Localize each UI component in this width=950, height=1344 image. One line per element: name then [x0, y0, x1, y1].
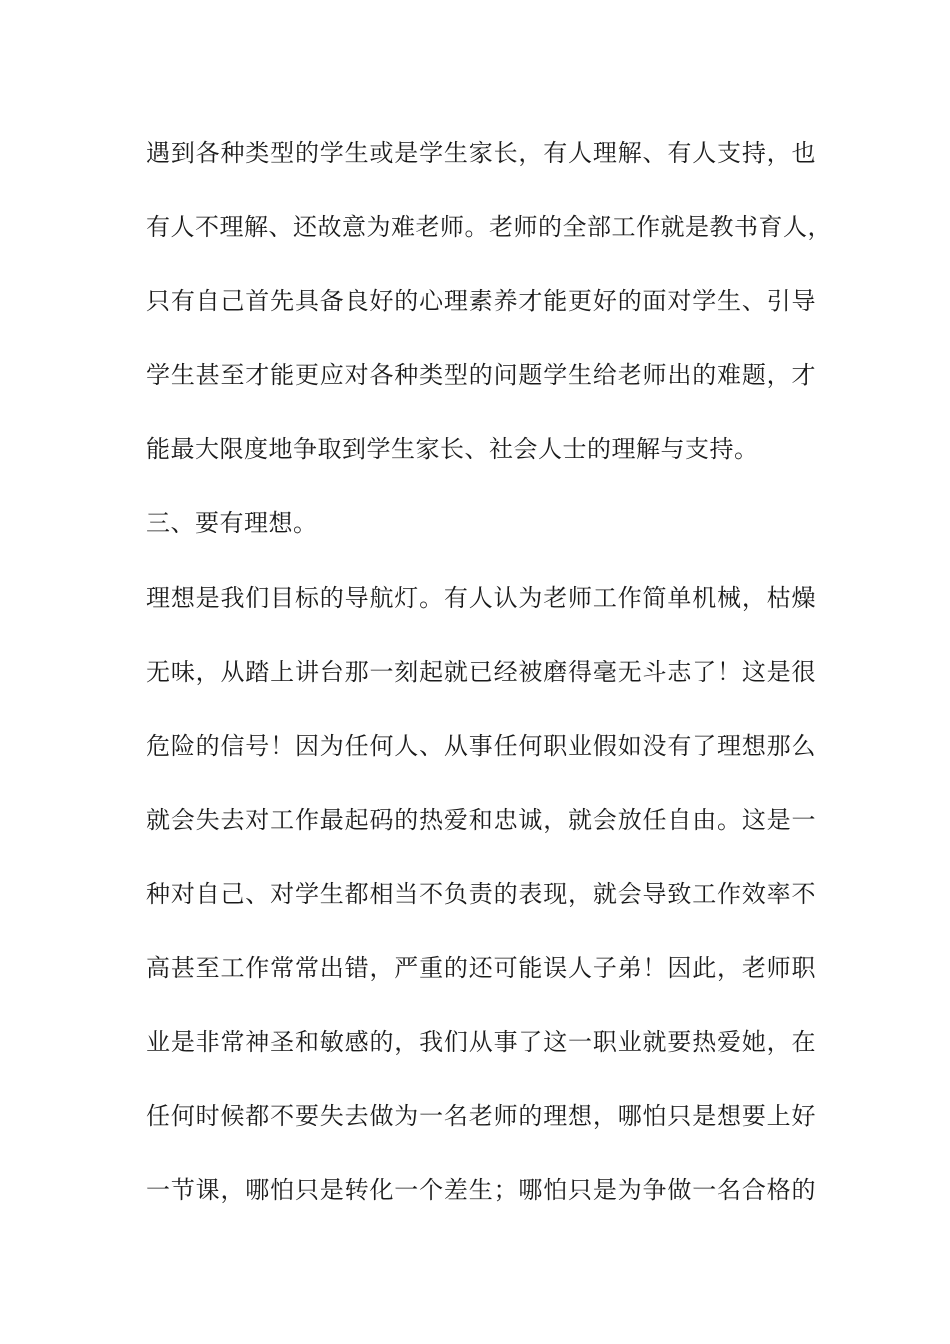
text-line-10: 就会失去对工作最起码的热爱和忠诚，就会放任自由。这是一: [146, 806, 816, 834]
section-heading: 三、要有理想。: [146, 509, 318, 537]
text-line-11: 种对自己、对学生都相当不负责的表现，就会导致工作效率不: [146, 880, 816, 908]
text-line-12: 高甚至工作常常出错，严重的还可能误人子弟！因此，老师职: [146, 954, 816, 982]
text-line-8: 无味，从踏上讲台那一刻起就已经被磨得毫无斗志了！这是很: [146, 658, 816, 686]
text-line-15: 一节课，哪怕只是转化一个差生；哪怕只是为争做一名合格的: [146, 1176, 816, 1204]
text-line-14: 任何时候都不要失去做为一名老师的理想，哪怕只是想要上好: [146, 1102, 816, 1130]
text-line-7: 理想是我们目标的导航灯。有人认为老师工作简单机械，枯燥: [146, 584, 816, 612]
text-line-4: 学生甚至才能更应对各种类型的问题学生给老师出的难题，才: [146, 361, 816, 389]
text-line-9: 危险的信号！因为任何人、从事任何职业假如没有了理想那么: [146, 732, 816, 760]
text-line-13: 业是非常神圣和敏感的，我们从事了这一职业就要热爱她，在: [146, 1028, 816, 1056]
text-line-2: 有人不理解、还故意为难老师。老师的全部工作就是教书育人，: [146, 213, 832, 241]
text-line-3: 只有自己首先具备良好的心理素养才能更好的面对学生、引导: [146, 287, 816, 315]
text-line-5: 能最大限度地争取到学生家长、社会人士的理解与支持。: [146, 435, 759, 463]
text-line-1: 遇到各种类型的学生或是学生家长，有人理解、有人支持，也: [146, 139, 816, 167]
